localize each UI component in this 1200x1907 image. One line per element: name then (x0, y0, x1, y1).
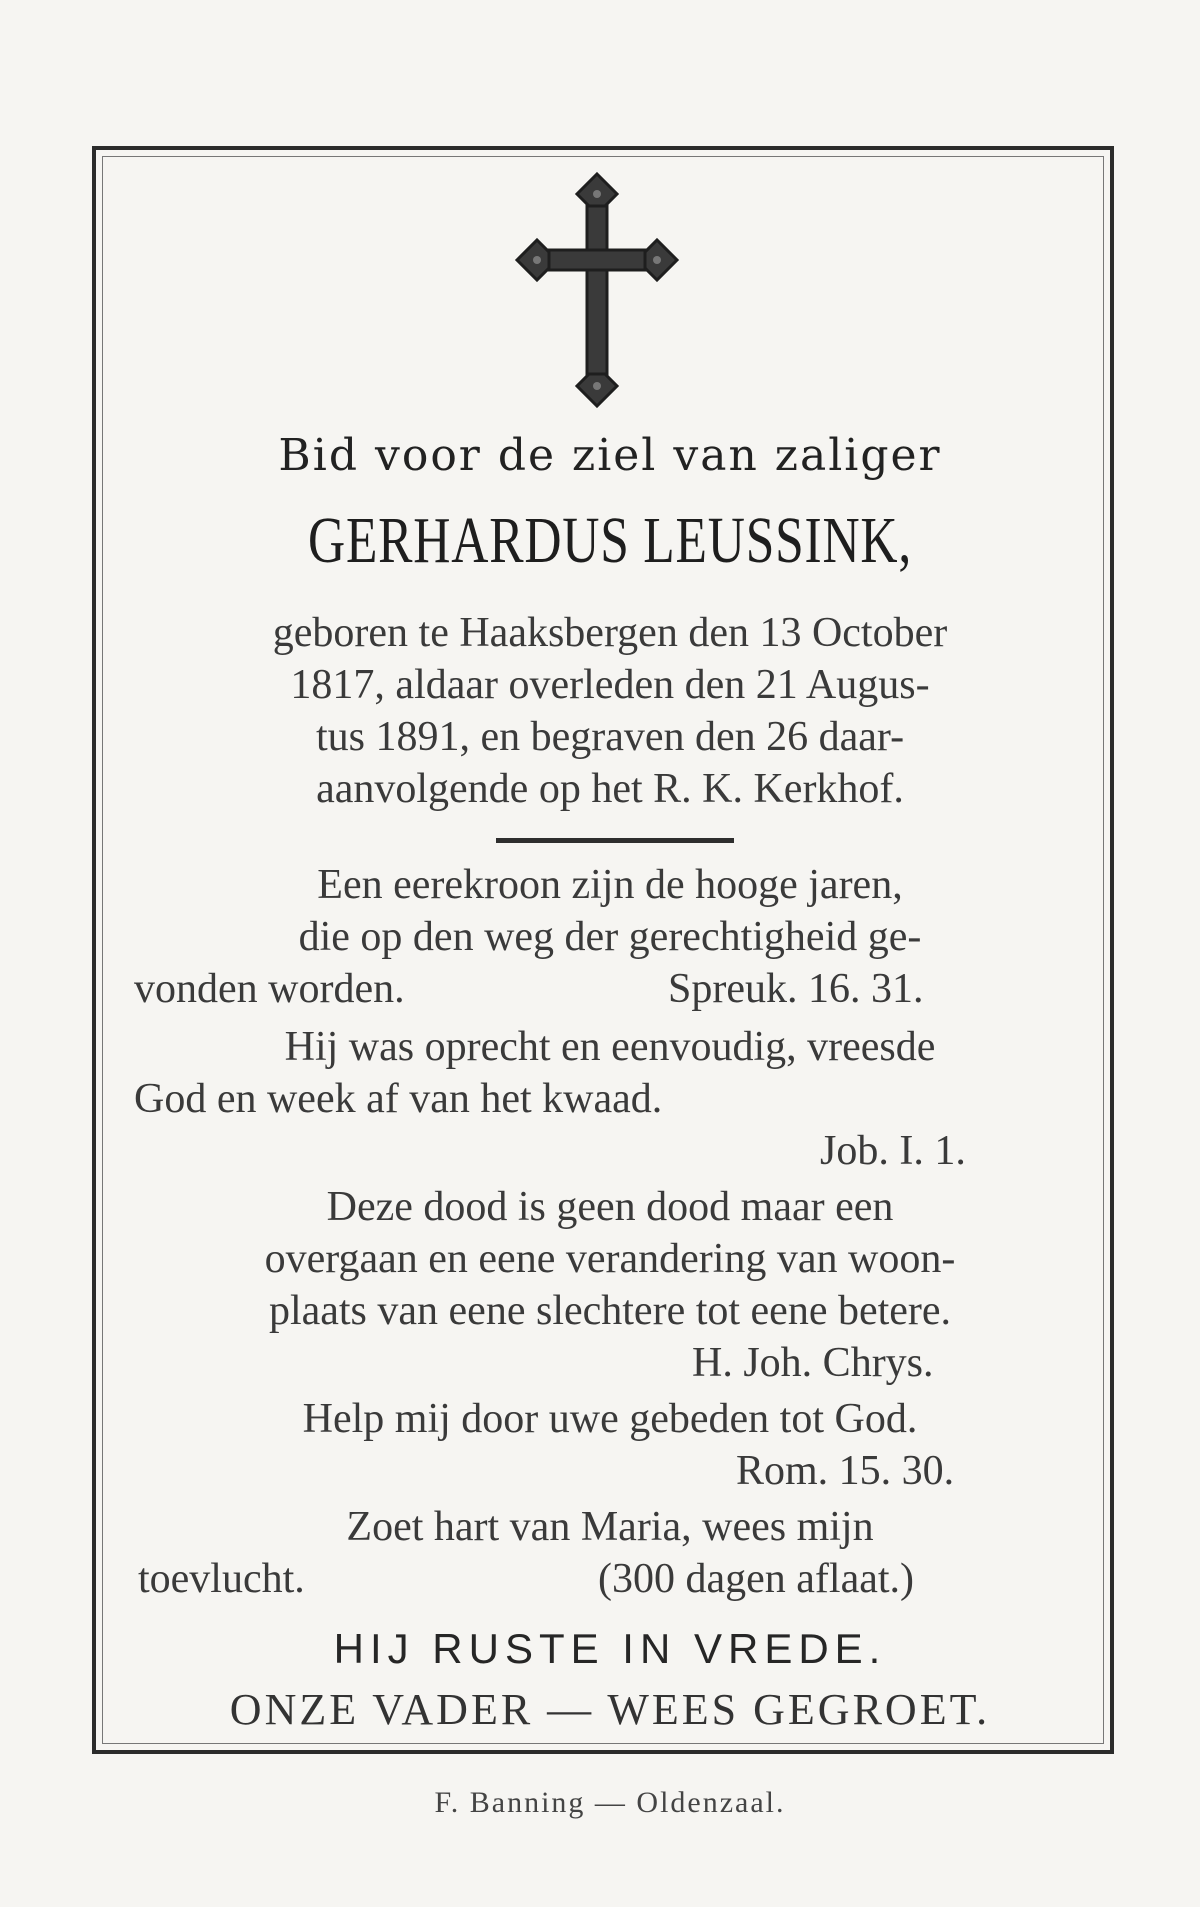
biography-line: geboren te Haaksbergen den 13 October (272, 610, 948, 656)
quote-line: plaats van eene slechtere tot eene betere. (268, 1288, 952, 1334)
quote-line: Deze dood is geen dood maar een (326, 1184, 894, 1230)
biography-line: aanvolgende op het R. K. Kerkhof. (316, 766, 904, 812)
cross-icon (513, 170, 681, 410)
rest-in-peace: HIJ RUSTE IN VREDE. (333, 1625, 887, 1672)
invocation: Bid voor de ziel van zaliger (278, 430, 942, 481)
quote-line: Zoet hart van Maria, wees mijn (346, 1504, 874, 1550)
quote-source: H. Joh. Chrys. (692, 1340, 934, 1386)
quote-source: Job. I. 1. (820, 1128, 966, 1174)
quote-line: Help mij door uwe gebeden tot God. (302, 1396, 918, 1442)
quote-line: overgaan en eene verandering van woon- (264, 1236, 956, 1282)
quote-line: God en week af van het kwaad. (134, 1076, 663, 1122)
prayers-line: ONZE VADER — WEES GEGROET. (229, 1685, 991, 1734)
quote-source: Rom. 15. 30. (736, 1448, 955, 1494)
printer-imprint: F. Banning — Oldenzaal. (434, 1786, 786, 1819)
biography-line: tus 1891, en begraven den 26 daar- (315, 714, 905, 760)
quote-line: die op den weg der gerechtigheid ge- (298, 914, 922, 960)
divider (496, 838, 734, 843)
quote-line: Een eerekroon zijn de hooge jaren, (317, 862, 903, 908)
quote-line: vonden worden. (134, 966, 405, 1012)
quote-source: Spreuk. 16. 31. (668, 966, 924, 1012)
deceased-name: GERHARDUS LEUSSINK, (307, 504, 913, 577)
quote-line: toevlucht. (138, 1556, 305, 1602)
biography-line: 1817, aldaar overleden den 21 Augus- (290, 662, 930, 708)
quote-line: Hij was oprecht en eenvoudig, vreesde (284, 1024, 936, 1070)
indulgence-note: (300 dagen aflaat.) (598, 1556, 915, 1602)
